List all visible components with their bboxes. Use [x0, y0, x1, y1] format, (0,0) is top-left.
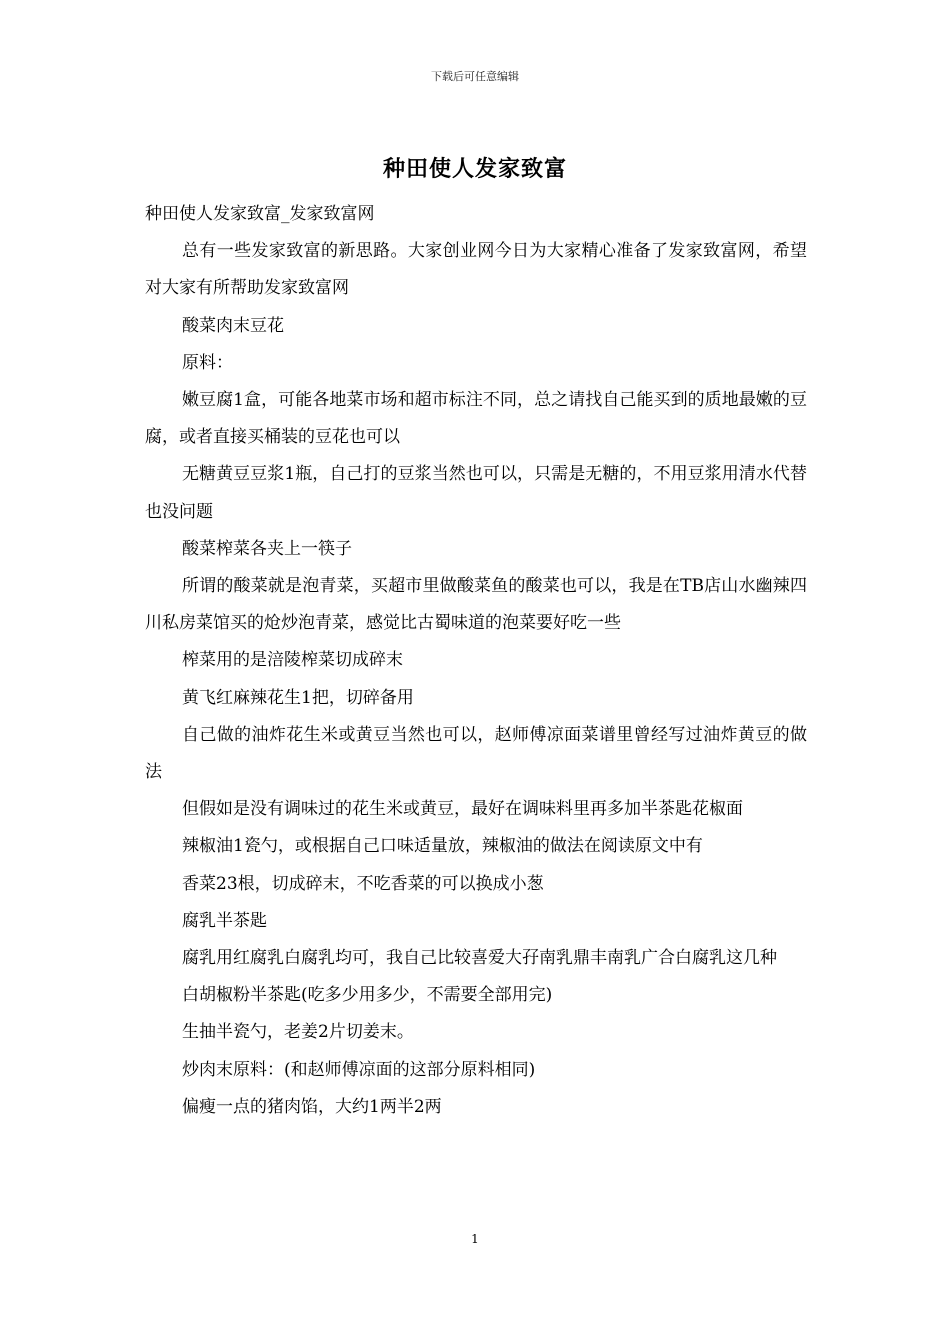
paragraph-fermented-tofu-brands: 腐乳用红腐乳白腐乳均可，我自己比较喜爱大孖南乳鼎丰南乳广合白腐乳这几种: [182, 948, 777, 969]
paragraph-fried-peanuts: 自己做的油炸花生米或黄豆当然也可以，赵师傅凉面菜谱里曾经写过油炸黄豆的做法: [145, 724, 807, 783]
paragraph-chili-oil: 辣椒油1瓷勺，或根据自己口味适量放，辣椒油的做法在阅读原文中有: [182, 836, 703, 857]
paragraph-pickled-greens: 所谓的酸菜就是泡青菜，买超市里做酸菜鱼的酸菜也可以，我是在TB店山水幽辣四川私房菜馆买的炝炒泡青菜，感觉比古蜀味道的泡菜要好吃一些: [145, 576, 807, 634]
document-title: 种田使人发家致富: [382, 156, 567, 182]
paragraph-pork: 偏瘦一点的猪肉馅，大约1两半2两: [182, 1096, 442, 1117]
paragraph-minced-meat-heading: 炒肉末原料：(和赵师傅凉面的这部分原料相同): [182, 1059, 536, 1080]
paragraph-white-pepper: 白胡椒粉半茶匙(吃多少用多少，不需要全部用完): [182, 985, 553, 1006]
paragraph-pickles: 酸菜榨菜各夹上一筷子: [182, 538, 352, 559]
paragraph-soy-sauce-ginger: 生抽半瓷勺，老姜2片切姜末。: [182, 1022, 414, 1043]
paragraph-cilantro: 香菜23根，切成碎末，不吃香菜的可以换成小葱: [182, 873, 544, 894]
paragraph-pepper-powder: 但假如是没有调味过的花生米或黄豆，最好在调味料里再多加半茶匙花椒面: [182, 799, 743, 820]
paragraph-intro: 总有一些发家致富的新思路。大家创业网今日为大家精心准备了发家致富网，希望对大家有所帮助发家致富网: [145, 241, 807, 299]
document-body: [145, 196, 807, 1126]
paragraph-subtitle: 种田使人发家致富_发家致富网: [145, 204, 375, 224]
paragraph-peanuts: 黄飞红麻辣花生1把，切碎备用: [182, 687, 414, 708]
paragraph-dish-name: 酸菜肉末豆花: [182, 315, 284, 336]
page-header-note: 下载后可任意编辑: [431, 70, 519, 83]
paragraph-soymilk: 无糖黄豆豆浆1瓶，自己打的豆浆当然也可以，只需是无糖的，不用豆浆用清水代替也没问题: [145, 464, 807, 522]
paragraph-tofu: 嫩豆腐1盒，可能各地菜市场和超市标注不同，总之请找自己能买到的质地最嫩的豆腐，或者直接买桶装的豆花也可以: [145, 390, 807, 448]
page-number: 1: [471, 1232, 479, 1246]
paragraph-zhacai: 榨菜用的是涪陵榨菜切成碎末: [182, 650, 403, 671]
paragraph-ingredients-heading: 原料：: [182, 352, 233, 373]
paragraph-fermented-tofu: 腐乳半茶匙: [182, 910, 267, 931]
